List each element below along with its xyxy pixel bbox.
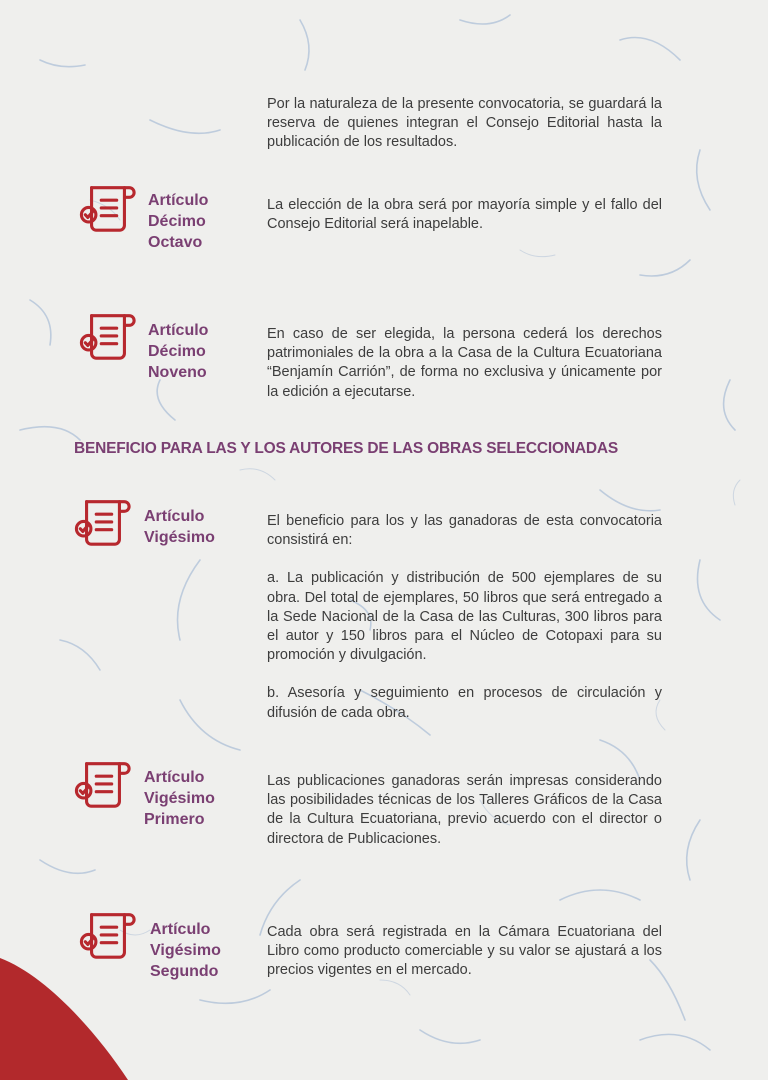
article-21-label-line: Vigésimo	[144, 790, 215, 807]
article-20-text	[267, 512, 662, 723]
article-20-label	[144, 506, 215, 548]
article-21-label-line: Artículo	[144, 769, 205, 786]
scroll-check-icon	[79, 306, 137, 364]
intro-text: Por la naturaleza de la presente convocatoria, se guardará la reserva de quienes integran el Consejo Editorial hasta la publicación de los resultados.	[267, 96, 662, 151]
article-19-label-line: Artículo	[148, 322, 209, 339]
scroll-check-icon	[79, 905, 137, 963]
article-22-label-line: Vigésimo	[150, 942, 221, 959]
article-18-label-line: Décimo	[148, 213, 206, 230]
article-18-paragraph: La elección de la obra será por mayoría simple y el fallo del Consejo Editorial será inapelable.	[267, 197, 662, 233]
article-21-label	[144, 767, 215, 830]
article-21-paragraph: Las publicaciones ganadoras serán impresas considerando las posibilidades técnicas de los Talleres Gráficos de la Casa de la Cultura Ecuatoriana, previo acuerdo con el director o directora de Publicaciones.	[267, 773, 662, 847]
scroll-check-icon	[79, 178, 137, 236]
article-21-text	[267, 772, 662, 849]
article-19-label	[148, 320, 208, 383]
article-20-paragraph: b. Asesoría y seguimiento en procesos de circulación y difusión de cada obra.	[267, 685, 662, 721]
scroll-check-icon	[74, 754, 132, 812]
scroll-check-icon	[74, 492, 132, 550]
article-18-label	[148, 190, 208, 253]
article-22-text	[267, 923, 662, 981]
article-18-text	[267, 196, 662, 234]
article-20-label-line: Artículo	[144, 508, 205, 525]
article-22-paragraph: Cada obra será registrada en la Cámara Ecuatoriana del Libro como producto comerciable y su valor se ajustará a los precios vigentes en el mercado.	[267, 924, 662, 979]
article-20-paragraph: El beneficio para los y las ganadoras de esta convocatoria consistirá en:	[267, 513, 662, 549]
article-20-paragraph: a. La publicación y distribución de 500 ejemplares de su obra. Del total de ejemplares, 50 libros que será entregado a la Sede Nacional de la Casa de las Culturas, 300 libros para el autor y 150 libros para el Núcleo de Cotopaxi para su promoción y divulgación.	[267, 570, 662, 664]
article-22-label-line: Artículo	[150, 921, 211, 938]
article-20-label-line: Vigésimo	[144, 529, 215, 546]
section-heading: BENEFICIO PARA LAS Y LOS AUTORES DE LAS OBRAS SELECCIONADAS	[74, 440, 618, 457]
article-19-paragraph: En caso de ser elegida, la persona cederá los derechos patrimoniales de la obra a la Casa de la Cultura Ecuatoriana “Benjamín Carrión”, de forma no exclusiva y únicamente por la edición a ejecutarse.	[267, 326, 662, 400]
article-22-label-line: Segundo	[150, 963, 219, 980]
article-18-label-line: Artículo	[148, 192, 209, 209]
article-18-label-line: Octavo	[148, 234, 203, 251]
article-21-label-line: Primero	[144, 811, 205, 828]
article-19-label-line: Noveno	[148, 364, 207, 381]
intro-paragraph	[267, 95, 662, 153]
article-19-label-line: Décimo	[148, 343, 206, 360]
article-19-text	[267, 325, 662, 402]
article-22-label	[150, 919, 221, 982]
